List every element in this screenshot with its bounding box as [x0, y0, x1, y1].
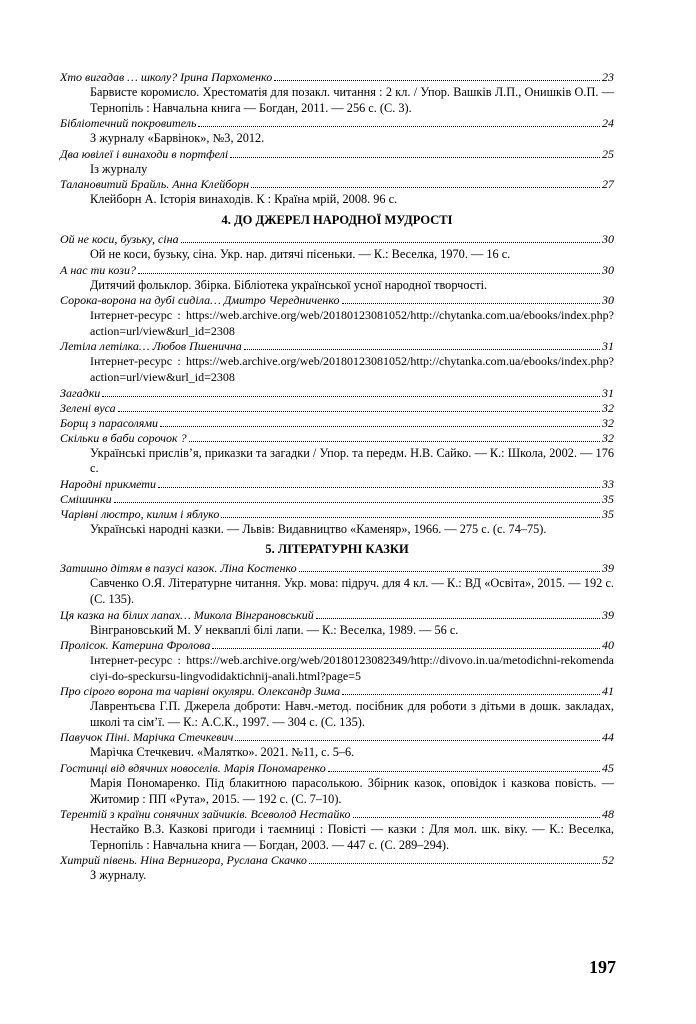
toc-entry[interactable] [60, 416, 614, 431]
entry-source: Марічка Стечкевич. «Малятко». 2021. №11, с. 5–6. [90, 745, 355, 760]
dot-leader [160, 426, 600, 427]
dot-leader [328, 771, 600, 772]
entry-page: 27 [602, 177, 614, 192]
entry-title: Гостинці від вдячних новоселів. Марія Пономаренко [60, 761, 326, 776]
entry-source: Савченко О.Я. Літературне читання. Укр. мова: підруч. для 4 кл. — К.: ВД «Освіта», 2015. — 192 с. (С. 135). [90, 576, 614, 606]
entry-title: Ця казка на білих лапах… Микола Вінграновський [60, 607, 314, 622]
entry-page: 32 [602, 400, 614, 415]
toc-entry[interactable] [60, 761, 614, 776]
toc-entry[interactable] [60, 339, 614, 354]
toc-entry[interactable] [60, 561, 614, 576]
dot-leader [244, 349, 600, 350]
dot-leader [221, 517, 600, 518]
dot-leader [299, 571, 600, 572]
dot-leader [114, 502, 600, 503]
entry-source: Із журналу [90, 161, 148, 176]
toc-entry[interactable] [60, 608, 614, 623]
entry-page: 39 [602, 561, 614, 576]
entry-page: 31 [602, 385, 614, 400]
entry-page: 48 [602, 807, 614, 822]
entry-source: З журналу «Барвінок», №3, 2012. [90, 131, 265, 146]
entry-title: Талановитий Брайль. Анна Клейборн [60, 177, 250, 192]
page-number: 197 [589, 957, 616, 977]
entry-title: Ой не коси, бузьку, сіна [60, 231, 179, 246]
toc-entry[interactable] [60, 492, 614, 507]
dot-leader [212, 648, 600, 649]
entry-page: 32 [602, 430, 614, 445]
dot-leader [181, 242, 600, 243]
entry-page: 32 [602, 415, 614, 430]
entry-page: 23 [602, 70, 614, 84]
entry-source: Клейборн А. Історія винаходів. К : Країна мрій, 2008. 96 с. [90, 192, 398, 207]
dot-leader [102, 396, 600, 397]
dot-leader [235, 740, 600, 741]
entry-source: Ой не коси, бузьку, сіна. Укр. нар. дитячі пісеньки. — К.: Веселка, 1970. — 16 с. [90, 246, 511, 261]
entry-page: 41 [602, 684, 614, 699]
toc-entry[interactable] [60, 263, 614, 278]
toc-entry[interactable] [60, 293, 614, 308]
dot-leader [274, 80, 600, 81]
toc-entry[interactable] [60, 684, 614, 699]
section-heading: 4. ДО ДЖЕРЕЛ НАРОДНОЇ МУДРОСТІ [221, 212, 453, 227]
toc-entry[interactable] [60, 232, 614, 247]
entry-title: А нас ти кози? [60, 262, 136, 277]
dot-leader [309, 863, 600, 864]
entry-title: Терентій з країни сонячних зайчиків. Всеволод Нестайко [60, 807, 351, 822]
entry-title: Летіла летілка… Любов Пшенична [60, 339, 242, 354]
entry-source: Вінграновський М. У некваплі білі лапи. — К.: Веселка, 1989. — 56 с. [90, 622, 459, 637]
toc-entry[interactable] [60, 431, 614, 446]
entry-title: Бібліотечний покровитель [60, 116, 197, 131]
toc-entry[interactable] [60, 807, 614, 822]
dot-leader [342, 303, 600, 304]
entry-source: Нестайко В.З. Казкові пригоди і таємниці : Повісті — казки : Для мол. шк. віку. — К.: Веселка, Тернопіль : Навчальна книга — Богдан, 2003. — 447 с. (С. 289–294). [90, 822, 614, 852]
dot-leader [158, 487, 600, 488]
entry-source: Марія Пономаренко. Під блакитною парасолькою. Збірник казок, оповідок і казкова повість. — Житомир : ПП «Рута», 2015. — 192 с. (С. 7–10). [90, 776, 614, 806]
entry-title: Сорока-ворона на дубі сиділа… Дмитро Чередниченко [60, 293, 340, 308]
toc-entry[interactable] [60, 730, 614, 745]
entry-page: 24 [602, 116, 614, 131]
entry-page: 30 [602, 231, 614, 246]
entry-page: 39 [602, 607, 614, 622]
entry-title: Народні прикмети [60, 476, 156, 491]
toc-entry[interactable] [60, 401, 614, 416]
entry-source: Інтернет-ресурс : https://web.archive.org/web/20180123081052/http://chytanka.com.ua/ebooks/index.php?action=url/view&url_id=2308 [90, 354, 614, 384]
entry-title: Смішинки [60, 491, 112, 506]
entry-page: 35 [602, 491, 614, 506]
entry-source: Українські народні казки. — Львів: Видавництво «Каменяр», 1966. — 275 с. (с. 74–75). [90, 521, 547, 536]
entry-title: Хитрий півень. Ніна Вернигора, Руслана Скачко [60, 853, 307, 868]
toc-entry[interactable] [60, 147, 614, 162]
dot-leader [342, 694, 600, 695]
entry-source: Інтернет-ресурс : https://web.archive.org/web/20180123082349/http://divovo.in.ua/metodichni-rekomendaciyi-do-speckursu-lingvodidaktichnij-anali.html?page=5 [90, 653, 614, 683]
dot-leader [198, 126, 600, 127]
entry-title: Хто вигадав … школу? Ірина Пархоменко [60, 70, 273, 84]
entry-page: 35 [602, 506, 614, 521]
entry-page: 52 [602, 853, 614, 868]
entry-title: Пролісок. Катерина Фролова [60, 638, 211, 653]
dot-leader [230, 157, 600, 158]
toc-entry[interactable] [60, 386, 614, 401]
entry-page: 30 [602, 262, 614, 277]
entry-source: Інтернет-ресурс : https://web.archive.org/web/20180123081052/http://chytanka.com.ua/ebooks/index.php?action=url/view&url_id=2308 [90, 308, 614, 338]
entry-title: Загадки [60, 385, 101, 400]
toc-entry[interactable] [60, 177, 614, 192]
toc-entry[interactable] [60, 116, 614, 131]
entry-source: Барвисте коромисло. Хрестоматія для позакл. читання : 2 кл. / Упор. Вашків Л.П., Онишків О.П. — Тернопіль : Навчальна книга — Богдан, 2011. — 256 с. (С. 3). [90, 85, 614, 115]
dot-leader [189, 441, 600, 442]
entry-source: Лаврентьєва Г.П. Джерела доброти: Навч.-метод. посібник для роботи з дітьми в дошк. закладах, школі та сім’ї. — К.: А.С.К., 1997. — 304 с. (С. 135). [90, 699, 614, 729]
entry-page: 44 [602, 730, 614, 745]
entry-title: Чарівні люстро, килим і яблуко [60, 506, 220, 521]
toc-entry[interactable] [60, 477, 614, 492]
toc-entry[interactable] [60, 507, 614, 522]
toc-entry[interactable] [60, 638, 614, 653]
toc-entry[interactable] [60, 70, 614, 85]
entry-page: 30 [602, 293, 614, 308]
entry-page: 45 [602, 761, 614, 776]
entry-source: Українські прислів’я, приказки та загадки / Упор. та передм. Н.В. Сайко. — К.: Школа, 2002. — 176 с. [90, 445, 614, 476]
dot-leader [138, 273, 600, 274]
entry-page: 33 [602, 476, 614, 491]
entry-title: Зелені вуса [60, 400, 116, 415]
dot-leader [251, 187, 600, 188]
entry-title: Про сірого ворона та чарівні окуляри. Олександр Зима [60, 684, 341, 699]
dot-leader [316, 618, 600, 619]
section-heading: 5. ЛІТЕРАТУРНІ КАЗКИ [265, 542, 409, 557]
toc-entry[interactable] [60, 853, 614, 868]
entry-page: 25 [602, 146, 614, 161]
entry-title: Борщ з парасолями [60, 415, 159, 430]
entry-source: Дитячий фольклор. Збірка. Бібліотека української усної народної творчості. [90, 277, 488, 292]
entry-title: Скільки в баби сорочок ? [60, 430, 187, 445]
entry-title: Затишно дітям в пазусі казок. Ліна Костенко [60, 561, 297, 576]
table-of-contents [60, 70, 614, 884]
entry-title: Два ювілеї і винаходи в портфелі [60, 146, 229, 161]
entry-title: Павучок Піні. Марічка Стечкевич [60, 730, 234, 745]
entry-source: З журналу. [90, 868, 147, 883]
entry-page: 31 [602, 339, 614, 354]
entry-page: 40 [602, 638, 614, 653]
dot-leader [353, 817, 600, 818]
dot-leader [118, 411, 600, 412]
